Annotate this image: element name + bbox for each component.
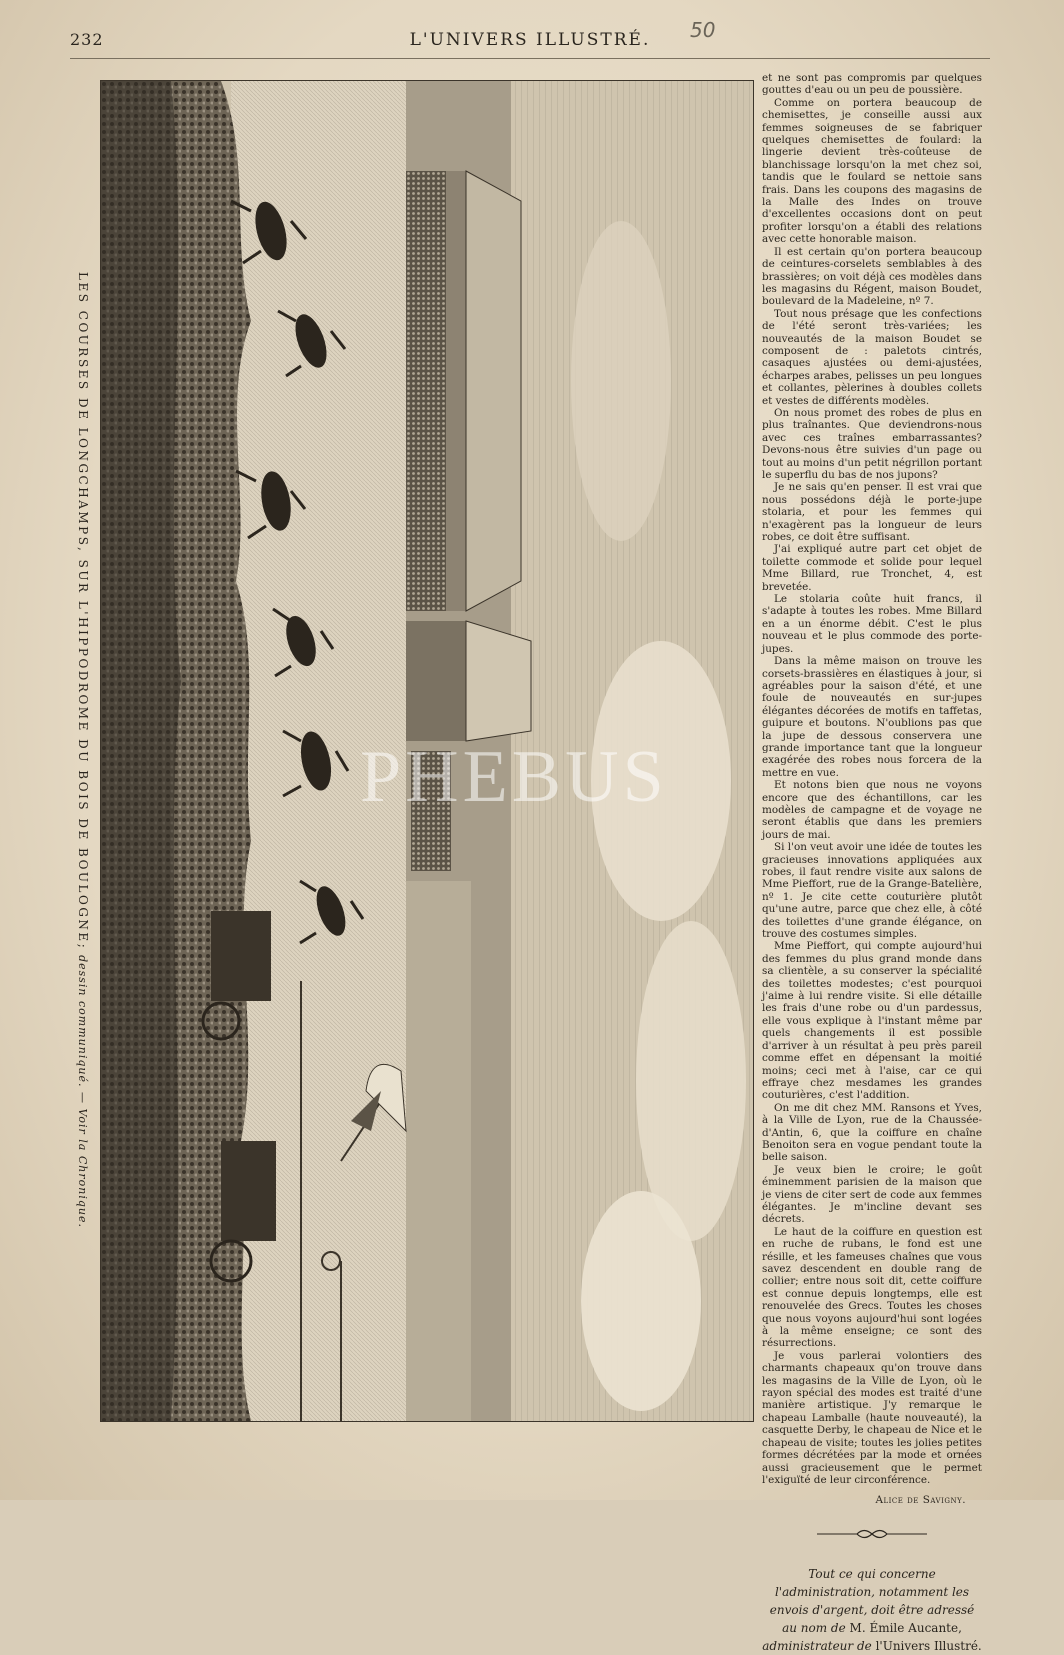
plate-caption bbox=[70, 80, 96, 1420]
ornament-divider bbox=[762, 1527, 982, 1543]
paragraph: Dans la même maison on trouve les corsets-brassières en élastiques à jour, si agréables pour la saison d'été, et une foule de nouveautés en sur-jupes élégantes décorées de motifs en taffetas, guipure et boutons. N'oublions pas que la jupe de dessous conservera une grande importance tant que la longueur exagérée des robes nous forcera de la mettre en vue. bbox=[762, 655, 982, 779]
paragraph: J'ai expliqué autre part cet objet de toilette commode et solide pour lequel Mme Billard, rue Tronchet, 4, est brevetée. bbox=[762, 543, 982, 593]
paragraph: et ne sont pas compromis par quelques gouttes d'eau ou un peu de poussière. bbox=[762, 72, 982, 97]
page-header bbox=[70, 18, 990, 60]
paragraph: Et notons bien que nous ne voyons encore que des échantillons, car les modèles de campagne et de voyage ne seront établis que dans les premiers jours de mai. bbox=[762, 779, 982, 841]
paragraph: Il est certain qu'on portera beaucoup de ceintures-corselets semblables à des brassières; on voit déjà ces modèles dans les magasins du Régent, maison Boudet, boulevard de la Madeleine, nº 7. bbox=[762, 245, 982, 308]
paragraph: On nous promet des robes de plus en plus traînantes. Que deviendrons-nous avec ces traînes embarrassantes? Devons-nous être suivies d'un page ou tout au moins d'un petit négrillon portant le superflu du bas de nos jupons? bbox=[762, 406, 982, 481]
pencil-note: 50 bbox=[690, 18, 716, 42]
journal-title: L'UNIVERS ILLUSTRÉ. bbox=[409, 30, 651, 50]
paragraph: Le haut de la coiffure en question est en ruche de rubans, le fond est une résille, et les fameuses chaînes que vous savez descendent en double rang de collier; entre nous soit dit, cette coiffure est connue depuis longtemps, elle est renouvelée des Grecs. Toutes les choses que nous voyons aujourd'hui sont logées à la même enseigne; ce sont des résurrections. bbox=[762, 1225, 982, 1350]
ornament-icon bbox=[817, 1527, 927, 1541]
paragraph: Je vous parlerai volontiers des charmants chapeaux qu'on trouve dans les magasins de la Ville de Lyon, où le rayon spécial des modes est traité d'une manière artistique. J'y remarque le chapeau Lamballe (haute nouveauté), la casquette Derby, le chapeau de Nice et le chapeau de visite; toutes les jolies petites formes décrétées par la mode et ornées aussi gracieusement que le permet l'exiguïté de leur circonférence. bbox=[762, 1349, 982, 1486]
paragraph: Si l'on veut avoir une idée de toutes les gracieuses innovations appliquées aux robes, il faut rendre visite aux salons de Mme Pieffort, rue de la Grange-Batelière, nº 1. Je cite cette couturière plutôt qu'une autre, parce que chez elle, à côté des toilettes d'une grande élégance, on trouve des costumes simples. bbox=[762, 841, 982, 941]
administration-notice bbox=[762, 1565, 982, 1655]
caption-sub: dessin communiqué. — Voir la Chronique. bbox=[76, 955, 89, 1228]
notice-text-2: administrateur de bbox=[762, 1639, 872, 1654]
notice-journal: l'Univers Illustré. bbox=[875, 1639, 982, 1654]
paragraph: Mme Pieffort, qui compte aujourd'hui des femmes du plus grand monde dans sa clientèle, a su conserver la spécialité des toilettes modestes; c'est pourquoi j'aime à lui rendre visite. Si elle détaille les frais d'une robe ou d'un pardessus, elle vous explique à l'instant même par quels changements il est possible d'arriver à un résultat à peu près pareil comme effet en dépensant la moitié moins; ceci met à l'aise, car ce qui effraye chez mesdames les grandes couturières, c'est l'addition. bbox=[762, 940, 982, 1102]
paragraph: Je ne sais qu'en penser. Il est vrai que nous possédons déjà le porte-jupe stolaria, et pour les femmes qui n'exagèrent pas la longueur de leurs robes, ce doit être suffisant. bbox=[762, 481, 982, 544]
notice-text: Tout ce qui concerne l'administration, notamment les envois d'argent, doit être adressé au nom de bbox=[769, 1567, 975, 1636]
page-number: 232 bbox=[70, 30, 104, 49]
paragraph: Je veux bien le croire; le goût éminemment parisien de la maison que je viens de citer sert de code aux femmes élégantes. Je m'incline devant ses décrets. bbox=[762, 1163, 982, 1226]
watermark: PHEBUS bbox=[360, 736, 668, 818]
notice-name: M. Émile Aucante, bbox=[849, 1621, 962, 1636]
paragraph: Tout nous présage que les confections de l'été seront très-variées; les nouveautés de la maison Boudet se composent de : paletots cintrés, casaques ajustées ou demi-ajustées, écharpes arabes, pelisses un peu longues et collantes, pèlerines à doubles collets et vestes de différents modèles. bbox=[762, 307, 982, 407]
paragraph: On me dit chez MM. Ransons et Yves, à la Ville de Lyon, rue de la Chaussée-d'Antin, 6, que la coiffure en chaîne Benoiton sera en vogue pendant toute la belle saison. bbox=[762, 1101, 982, 1164]
paragraph: Le stolaria coûte huit francs, il s'adapte à toutes les robes. Mme Billard en a un énorme débit. C'est le plus nouveau et le plus commode des porte-jupes. bbox=[762, 593, 982, 655]
text-column bbox=[762, 72, 982, 1655]
paragraph: Comme on portera beaucoup de chemisettes, je conseille aussi aux femmes soigneuses de se fabriquer quelques chemisettes de foulard: la lingerie devient très-coûteuse de blanchissage lorsqu'on la met chez soi, tandis que le foulard se nettoie sans frais. Dans les coupons des magasins de la Malle des Indes on trouve d'excellentes occasions dont on peut profiter lorsqu'on a établi des relations avec cette honorable maison. bbox=[762, 96, 982, 246]
author-signature: Alice de Savigny. bbox=[875, 1494, 966, 1507]
caption-main: LES COURSES DE LONGCHAMPS, SUR L'HIPPODROME DU BOIS DE BOULOGNE; bbox=[76, 272, 90, 951]
header-rule bbox=[70, 58, 990, 59]
